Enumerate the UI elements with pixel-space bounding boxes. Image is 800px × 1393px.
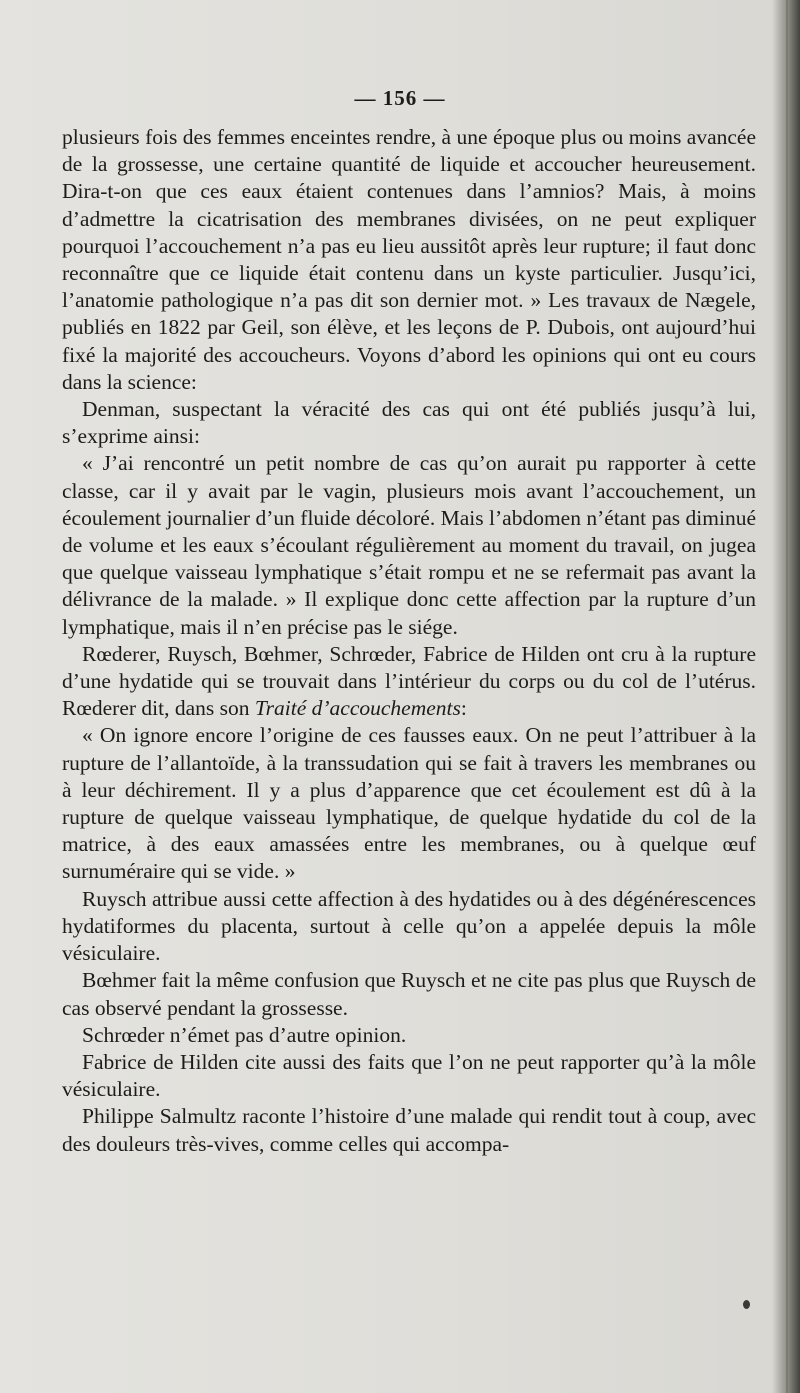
paragraph: Philippe Salmultz raconte l’histoire d’une malade qui rendit tout à coup, avec des douleurs très-vives, comme celles qui accompa- bbox=[62, 1104, 756, 1156]
paragraph: Bœhmer fait la même confusion que Ruysch et ne cite pas plus que Ruysch de cas observé pendant la grossesse. bbox=[62, 968, 756, 1020]
paragraph-text: Rœderer, Ruysch, Bœhmer, Schrœder, Fabrice de Hilden ont cru à la rupture d’une hydatide qui se trouvait dans l’intérieur du corps ou du col de l’utérus. Rœderer dit, dans son bbox=[62, 641, 756, 721]
paragraph: Ruysch attribue aussi cette affection à des hydatides ou à des dégénérescences hydatiformes du placenta, surtout à celle qu’on a appelée depuis la môle vésiculaire. bbox=[62, 886, 756, 966]
body-text bbox=[62, 124, 756, 1158]
paragraph bbox=[62, 641, 756, 723]
paragraph: Denman, suspectant la véracité des cas qui ont été publiés jusqu’à lui, s’exprime ainsi: bbox=[62, 397, 756, 449]
quote-paragraph: « On ignore encore l’origine de ces fausses eaux. On ne peut l’attribuer à la rupture de l’allantoïde, à la transsudation qui se fait à travers les membranes ou à leur déchirement. Il y a plus d’apparence que cet écoulement est dû à la rupture de quelque vaisseau lymphatique, de quelque hydatide du col de la matrice, à des eaux amassées entre les membranes, ou à quelque œuf surnuméraire qui se vide. » bbox=[62, 723, 756, 884]
colon: : bbox=[460, 696, 467, 721]
paragraph: Fabrice de Hilden cite aussi des faits que l’on ne peut rapporter qu’à la môle vésiculaire. bbox=[62, 1049, 756, 1102]
paragraph: Schrœder n’émet pas d’autre opinion. bbox=[82, 1022, 407, 1047]
paragraph: plusieurs fois des femmes enceintes rendre, à une époque plus ou moins avancée de la grossesse, une certaine quantité de liquide et accoucher heureusement. Dira-t-on que ces eaux étaient contenues dans l’amnios? Mais, à moins d’admettre la cicatrisation des membranes divisées, on ne peut expliquer pourquoi l’accouchement n’a pas eu lieu aussitôt après leur rupture; il faut donc reconnaître que ce liquide était contenu dans un kyste particulier. Jusqu’ici, l’anatomie pathologique n’a pas dit son dernier mot. » Les travaux de Nægele, publiés en 1822 par Geil, son élève, et les leçons de P. Dubois, ont aujourd’hui fixé la majorité des accoucheurs. Voyons d’abord les opinions qui ont eu cours dans la science: bbox=[62, 125, 756, 394]
ink-speck bbox=[743, 1300, 750, 1309]
quote-paragraph: « J’ai rencontré un petit nombre de cas qu’on aurait pu rapporter à cette classe, car il y avait par le vagin, plusieurs mois avant l’accouchement, un écoulement journalier d’un fluide décoloré. Mais l’abdomen n’étant pas diminué de volume et les eaux s’écoulant régulièrement au moment du travail, on jugea que quelque vaisseau lymphatique s’était rompu et ne se refermait pas avant la délivrance de la malade. » Il explique donc cette affection par la rupture d’un lymphatique, mais il n’en précise pas le siége. bbox=[62, 451, 756, 639]
binding-line bbox=[786, 0, 788, 1393]
book-title: Traité d’accouchements bbox=[254, 696, 461, 721]
page-number: — 156 — bbox=[354, 86, 446, 110]
